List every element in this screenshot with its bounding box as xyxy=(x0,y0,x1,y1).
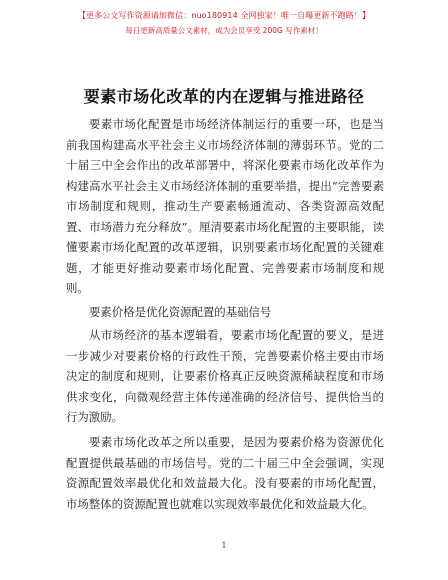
section-heading: 要素价格是优化资源配置的基础信号 xyxy=(89,305,272,319)
paragraph-market-logic: 从市场经济的基本逻辑看，要素市场化配置的要义，是进一步减少对要素价格的行政性干预，完善要素价格主要由市场决定的制度和规则，让要素价格真正反映资源稀缺程度和市场供求变化，向微观经营主体传递准确的经济信号、提供恰当的行为激励。 xyxy=(66,328,384,424)
paragraph-intro: 要素市场化配置是市场经济体制运行的重要一环，也是当前我国构建高水平社会主义市场经济体制的薄弱环节。党的二十届三中全会作出的改革部署中，将深化要素市场化改革作为构建高水平社会主义市场经济体制的重要举措，提出“完善要素市场制度和规则，推动生产要素畅通流动、各类资源高效配置、市场潜力充分释放”。厘清要素市场化配置的主要职能，读懂要素市场化配置的改革逻辑，识别要素市场化配置的关键难题，才能更好推动要素市场化配置、完善要素市场制度和规则。 xyxy=(66,117,384,295)
promo-banner-line1: 【更多公文写作资源请加微信：nuo180914 全网独家！唯一自曝更新不跑路！】 xyxy=(77,11,371,20)
paragraph-importance: 要素市场化改革之所以重要，是因为要素价格为资源优化配置提供最基础的市场信号。党的二十届三中全会强调，实现资源配置效率最优化和效益最大化。没有要素的市场化配置，市场整体的资源配置也就难以实现效率最优化和效益最大化。 xyxy=(66,435,384,511)
page-number: 1 xyxy=(221,541,227,550)
promo-banner-line2: 每日更新高质量公文素材，成为会员享受 200G 写作素材！ xyxy=(125,26,323,35)
document-title: 要素市场化改革的内在逻辑与推进路径 xyxy=(83,87,365,106)
